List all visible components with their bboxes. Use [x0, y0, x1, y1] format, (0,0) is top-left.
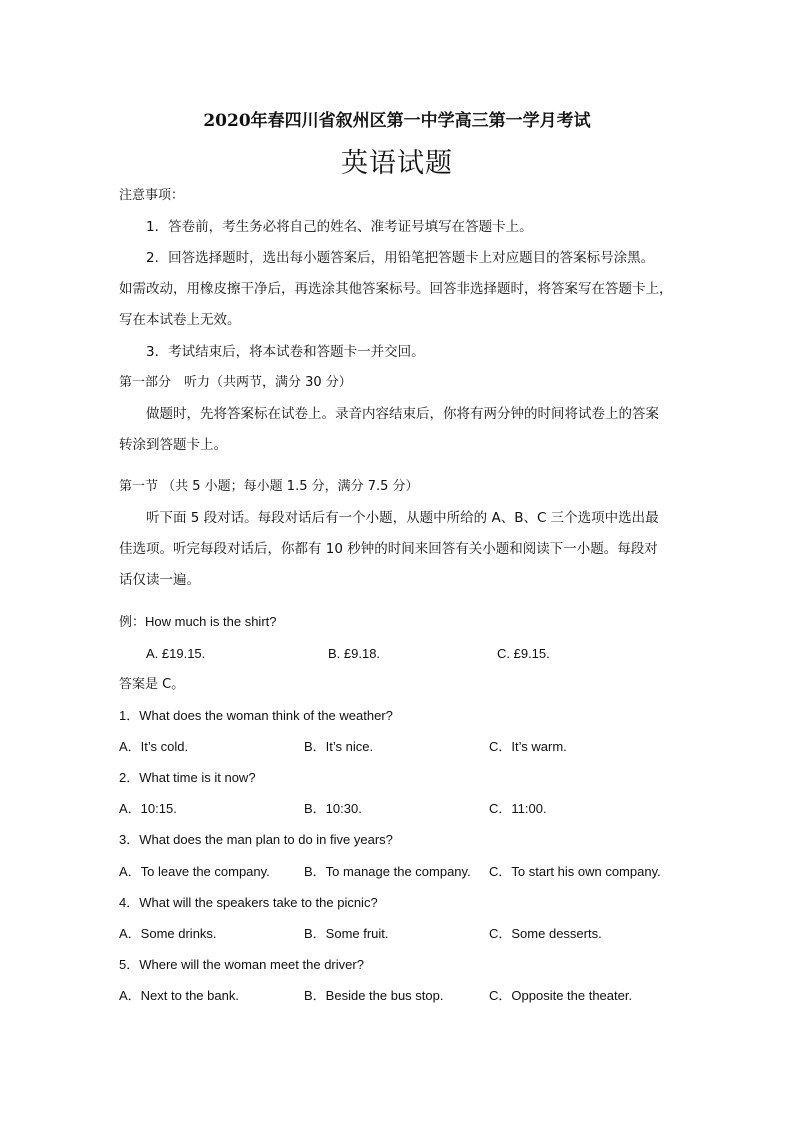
question-5-option-c: C．Opposite the theater.	[489, 988, 633, 1003]
question-5-option-a: A．Next to the bank.	[119, 988, 239, 1003]
question-1: 1．What does the woman think of the weather?	[119, 708, 393, 723]
exam-subject-title: 英语试题	[341, 148, 453, 179]
question-3-option-c: C．To start his own company.	[489, 864, 661, 879]
question-1-option-a: A．It’s cold.	[119, 739, 189, 754]
question-2-option-c: C．11:00.	[489, 801, 547, 816]
question-2-option-a: A．10:15.	[119, 801, 177, 816]
question-4-option-b: B．Some fruit.	[304, 926, 389, 941]
example-option-b: B. £9.18.	[328, 646, 381, 661]
question-1-option-b: B．It’s nice.	[304, 739, 374, 754]
notice-item-2-line-1: 2．回答选择题时，选出每小题答案后，用铅笔把答题卡上对应题目的答案标号涂黑。	[146, 250, 655, 266]
question-1-option-c: C．It’s warm.	[489, 739, 567, 754]
part1-intro-line-2: 转涂到答题卡上。	[119, 437, 227, 453]
question-3: 3．What does the man plan to do in five years?	[119, 832, 393, 847]
notice-item-2-line-2: 如需改动，用橡皮擦干净后，再选涂其他答案标号。回答非选择题时，将答案写在答题卡上，	[119, 281, 673, 297]
notice-heading: 注意事项：	[119, 188, 185, 203]
question-4: 4．What will the speakers take to the picnic?	[119, 895, 378, 910]
question-3-option-b: B．To manage the company.	[304, 864, 471, 879]
exam-title: 2020年春四川省叙州区第一中学高三第一学月考试	[203, 111, 591, 131]
part1-intro-line-1: 做题时，先将答案标在试卷上。录音内容结束后，你将有两分钟的时间将试卷上的答案	[146, 406, 659, 422]
notice-item-1: 1．答卷前，考生务必将自己的姓名、准考证号填写在答题卡上。	[146, 219, 533, 235]
example-question: 例：How much is the shirt?	[119, 614, 277, 629]
part1-heading: 第一部分 听力（共两节，满分 30 分）	[119, 375, 352, 390]
example-answer: 答案是 C。	[119, 677, 185, 692]
example-option-a: A. £19.15.	[146, 646, 206, 661]
question-4-option-c: C．Some desserts.	[489, 926, 602, 941]
section1-intro-line-3: 话仅读一遍。	[119, 572, 200, 588]
section1-intro-line-1: 听下面 5 段对话。每段对话后有一个小题，从题中所给的 A、B、C 三个选项中选出最	[146, 510, 659, 526]
question-5-option-b: B．Beside the bus stop.	[304, 988, 444, 1003]
section1-heading: 第一节 （共 5 小题；每小题 1.5 分，满分 7.5 分）	[119, 479, 419, 494]
example-option-c: C. £9.15.	[497, 646, 550, 661]
notice-item-2-line-3: 写在本试卷上无效。	[119, 312, 241, 328]
question-4-option-a: A．Some drinks.	[119, 926, 217, 941]
section1-intro-line-2: 佳选项。听完每段对话后，你都有 10 秒钟的时间来回答有关小题和阅读下一小题。每段对	[119, 541, 658, 557]
question-2: 2．What time is it now?	[119, 770, 256, 785]
question-5: 5．Where will the woman meet the driver?	[119, 957, 364, 972]
question-3-option-a: A．To leave the company.	[119, 864, 270, 879]
question-2-option-b: B．10:30.	[304, 801, 362, 816]
notice-item-3: 3．考试结束后，将本试卷和答题卡一并交回。	[146, 344, 425, 360]
